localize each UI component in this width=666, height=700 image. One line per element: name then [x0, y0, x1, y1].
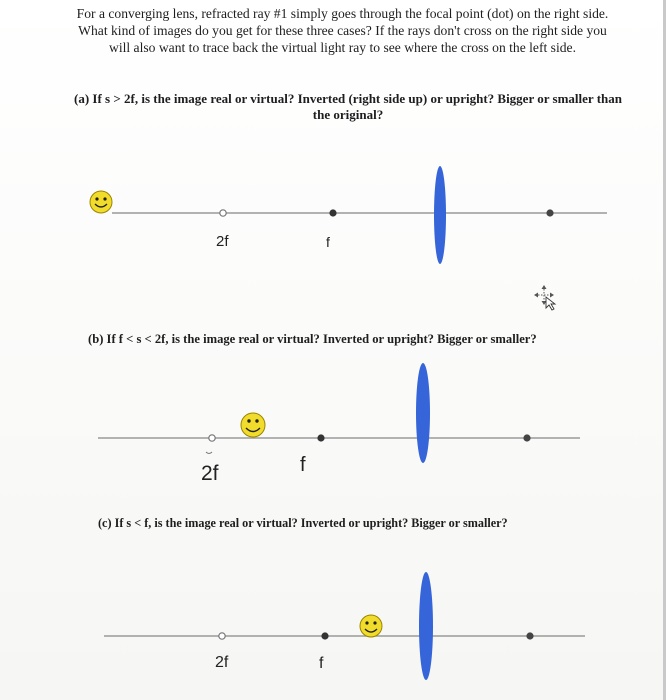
point-2f-b	[209, 435, 215, 441]
label-f-c: f	[319, 655, 324, 672]
smiley-face-icon	[360, 615, 382, 637]
focal-dot-left-c	[321, 632, 328, 639]
focal-dot-right-b	[523, 434, 530, 441]
focal-dot-left-b	[317, 434, 324, 441]
smiley-face-icon	[90, 191, 112, 213]
focal-dot-right-c	[526, 632, 533, 639]
diagram-b	[98, 363, 580, 463]
label-2f-b: 2f	[201, 462, 219, 485]
point-2f-c	[219, 633, 225, 639]
point-2f-a	[220, 210, 226, 216]
question-a: (a) If s > 2f, is the image real or virtual? Inverted (right side up) or upright? Bigger or smaller than the original?	[74, 91, 622, 122]
lens-c	[419, 572, 433, 680]
label-2f-a: 2f	[216, 233, 229, 250]
lens-b	[416, 363, 430, 463]
intro-paragraph: For a converging lens, refracted ray #1 simply goes through the focal point (dot) on the right side. What kind of images do you get for these three cases? If the rays don't cross on the right side you will also want to trace back the virtual light ray to see where the cross on the left side.	[76, 6, 609, 55]
question-c: (c) If s < f, is the image real or virtual? Inverted or upright? Bigger or smaller?	[98, 516, 508, 530]
label-f-b: f	[300, 454, 306, 476]
focal-dot-left-a	[329, 209, 336, 216]
lens-a	[434, 166, 446, 264]
tick-mark-b	[206, 452, 212, 454]
diagram-c	[104, 572, 585, 680]
question-b: (b) If f < s < 2f, is the image real or virtual? Inverted or upright? Bigger or smaller?	[88, 332, 537, 346]
label-2f-c: 2f	[215, 654, 229, 671]
focal-dot-right-a	[546, 209, 553, 216]
diagram-a	[90, 166, 607, 264]
move-cursor-icon	[534, 285, 555, 310]
smiley-face-icon	[241, 413, 265, 437]
label-f-a: f	[326, 234, 330, 250]
